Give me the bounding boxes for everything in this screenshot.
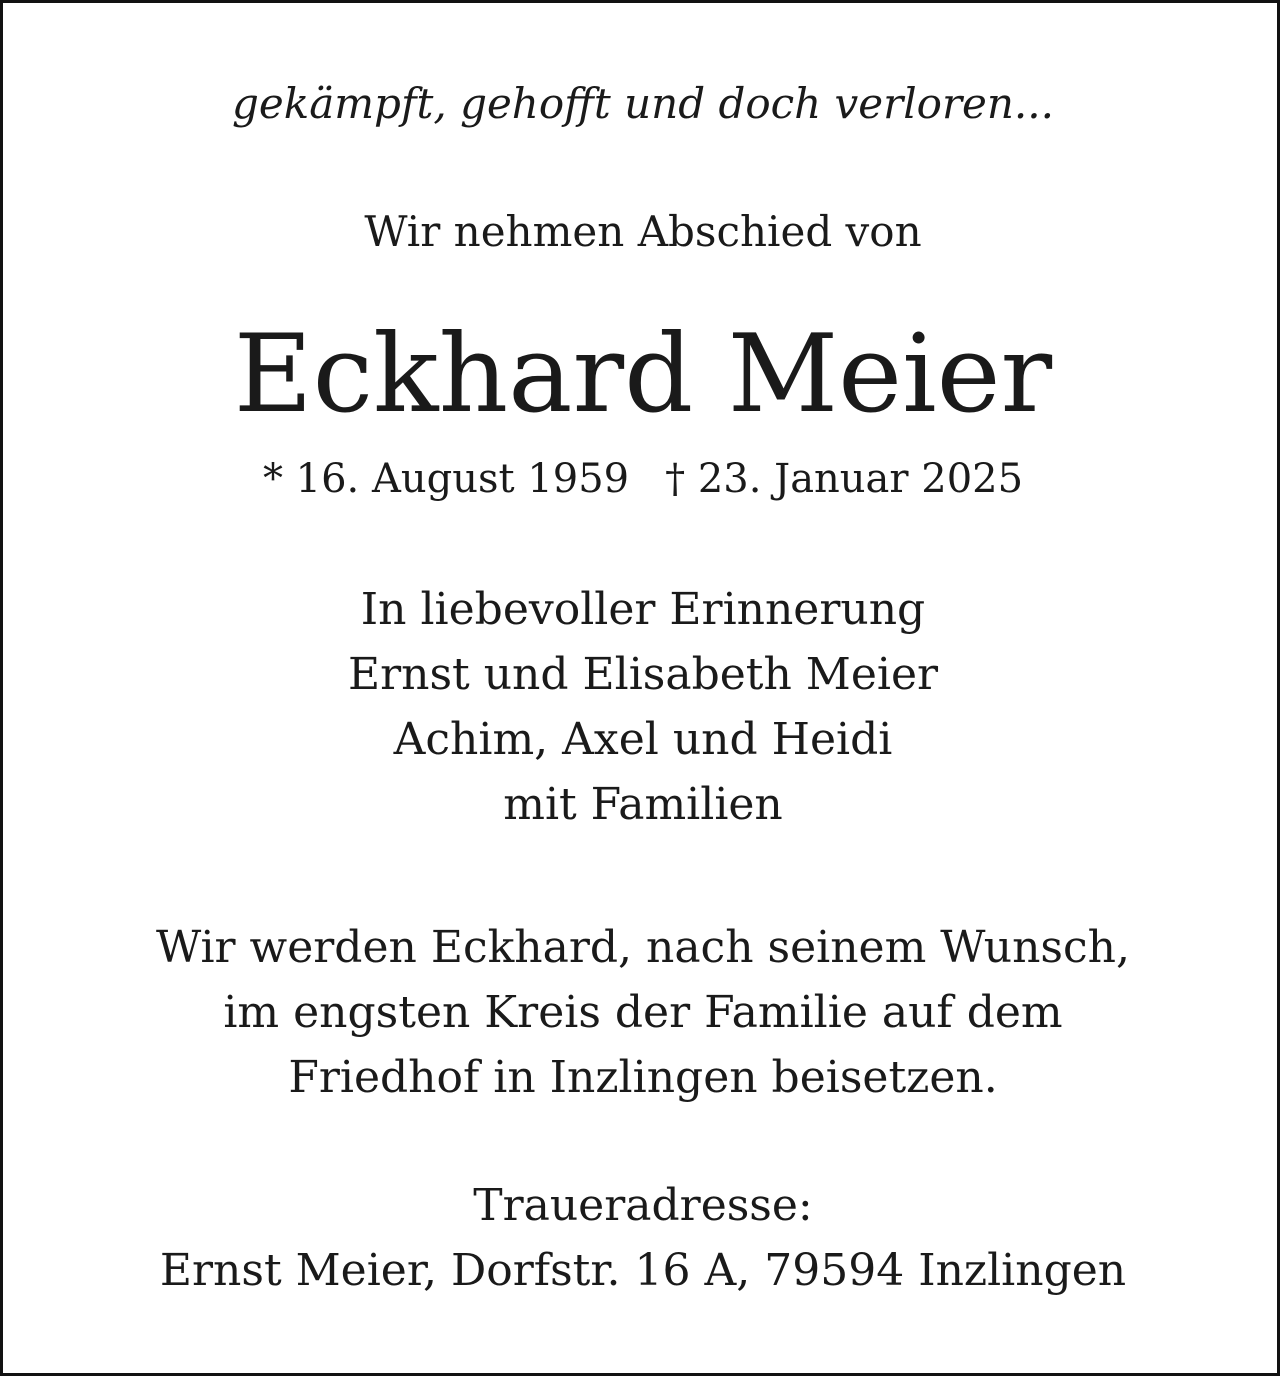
- intro-line: Wir nehmen Abschied von: [364, 207, 922, 256]
- mourners-block: [3, 577, 1280, 837]
- address-line: Ernst Meier, Dorfstr. 16 A, 79594 Inzlingen: [159, 1245, 1127, 1296]
- burial-line: Friedhof in Inzlingen beisetzen.: [288, 1052, 998, 1103]
- burial-line: Wir werden Eckhard, nach seinem Wunsch,: [156, 922, 1130, 973]
- mourners-line: Achim, Axel und Heidi: [393, 714, 893, 765]
- birth-date: * 16. August 1959: [262, 456, 630, 502]
- mourning-address: [3, 1173, 1280, 1303]
- motto-line: gekämpft, gehofft und doch verloren...: [232, 79, 1054, 128]
- deceased-name: Eckhard Meier: [233, 312, 1053, 437]
- burial-line: im engsten Kreis der Familie auf dem: [223, 987, 1063, 1038]
- mourners-line: Ernst und Elisabeth Meier: [347, 649, 939, 700]
- life-dates: [3, 456, 1280, 502]
- burial-note: [3, 915, 1280, 1110]
- mourners-line: In liebevoller Erinnerung: [360, 584, 926, 635]
- mourners-line: mit Familien: [503, 779, 783, 830]
- death-date: † 23. Januar 2025: [665, 456, 1024, 502]
- address-label: Traueradresse:: [473, 1180, 813, 1231]
